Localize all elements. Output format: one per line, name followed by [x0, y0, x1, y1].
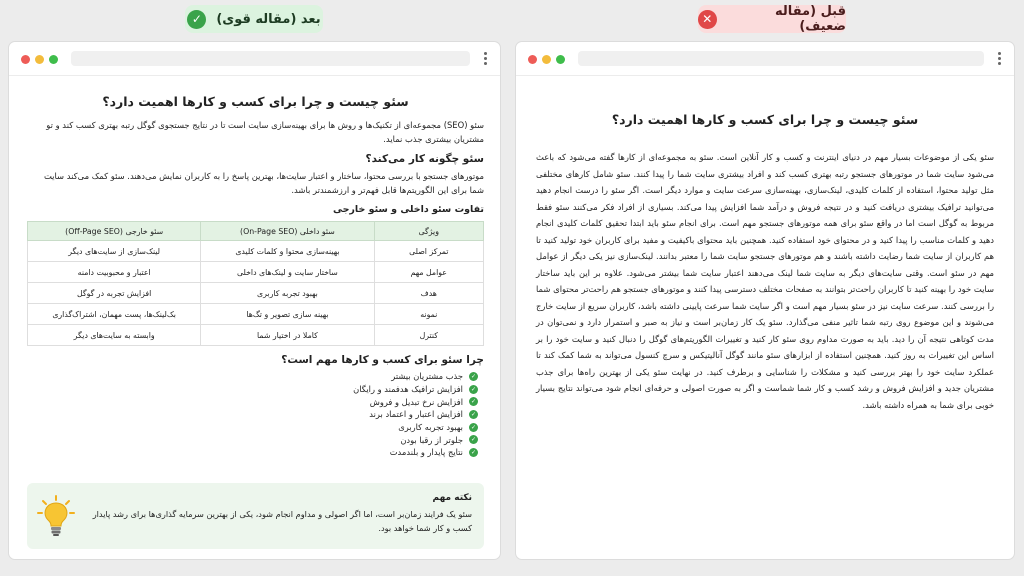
table-row — [28, 262, 484, 283]
table-cell: بهبود تجربه کاربری — [201, 283, 374, 304]
close-window-button[interactable] — [21, 55, 30, 64]
table-header: سئو داخلی (On-Page SEO) — [201, 222, 374, 241]
list-item-label: بهبود تجربه کاربری — [398, 422, 463, 433]
list-item — [27, 421, 478, 434]
after-badge — [185, 5, 323, 33]
how-paragraph: موتورهای جستجو با بررسی محتوا، ساختار و اعتبار سایت‌ها، بهترین پاسخ را به کاربران نمایش می‌دهند. سئو کمک می‌کند سایت شما برای این الگوریتم‌ها قابل فهم‌تر و ارزشمندتر باشد. — [43, 171, 484, 195]
comparison-table — [27, 221, 484, 346]
x-circle-icon: ✕ — [698, 10, 717, 29]
before-badge-label: قبل (مقاله ضعیف) — [775, 4, 846, 34]
list-item — [27, 370, 478, 383]
article-title: سئو چیست و چرا برای کسب و کارها اهمیت دارد؟ — [611, 112, 919, 127]
table-cell: هدف — [374, 283, 483, 304]
close-window-button[interactable] — [528, 55, 537, 64]
address-bar[interactable] — [71, 51, 470, 66]
tip-title: نکته مهم — [432, 493, 472, 503]
table-row — [28, 241, 484, 262]
check-circle-icon: ✓ — [470, 423, 477, 431]
check-circle-icon: ✓ — [470, 448, 477, 456]
table-cell: تمرکز اصلی — [374, 241, 483, 262]
table-cell: اعتبار و محبوبیت دامنه — [28, 262, 201, 283]
list-item — [27, 395, 478, 408]
more-options-icon[interactable] — [998, 52, 1002, 65]
browser-titlebar — [9, 42, 500, 76]
check-circle-icon: ✓ — [470, 385, 477, 393]
strong-article-window — [8, 41, 501, 560]
article-body: سئو یکی از موضوعات بسیار مهم در دنیای اینترنت و کسب و کار آنلاین است. سئو به مجموعه‌ای از کارها گفته می‌شود که باعث می‌شود سایت شما در موتورهای جستجو رتبه بهتری کسب کند و افراد بیشتری سایت شما را پیدا کنند. سئو شامل کارهای مختلفی مثل تولید محتوا، استفاده از کلمات کلیدی، لینک‌سازی، بهینه‌سازی سرعت سایت و موارد دیگر است. اگر سئو را درست انجام دهید می‌توانید ترافیک بیشتری دریافت کنید و در نتیجه فروش و درآمد شما افزایش پیدا می‌کند. بسیاری از افراد فکر می‌کنند سئو فقط مربوط به گوگل است اما در واقع سئو برای همه موتورهای جستجو مهم است. برای انجام سئو باید ابتدا تحقیق کلمات کلیدی انجام دهید و کلمات مناسب را پیدا کنید و در محتوای خود استفاده کنید. همچنین باید محتوای باکیفیت و مفید برای کاربران خود تولید کنید تا هم کاربران از سایت شما رضایت داشته باشند و هم موتورهای جستجو سایت شما را معتبر بدانند. لینک‌سازی نیز یکی دیگر از عوامل مهم در سئو است. وقتی سایت‌های دیگر به سایت شما لینک می‌دهند اعتبار سایت شما بیشتر می‌شود. علاوه بر این باید ساختار سایت خود را بهینه کنید تا کاربران راحت‌تر بتوانند به صفحات مختلف دسترسی پیدا کنند و موتورهای جستجو هم راحت‌تر محتوای شما را بررسی کنند. سرعت سایت نیز در سئو بسیار مهم است و اگر سایت شما سرعت پایینی داشته باشد، کاربران سریع از سایت خارج می‌شوند و این موضوع روی رتبه شما تاثیر منفی می‌گذارد. سئو یک کار زمان‌بر است و نیاز به صبر و استمرار دارد و نمی‌توان در مدت کوتاهی نتیجه آن را دید. باید به صورت مداوم روی سئو کار کنید و تغییرات الگوریتم‌های گوگل را دنبال کنید و سایت خود را بر اساس این تغییرات به روز کنید. همچنین استفاده از ابزارهای سئو مانند گوگل آنالیتیکس و سرچ کنسول می‌تواند به شما کمک کند تا عملکرد سایت خود را بهتر بررسی کنید و مشکلات را شناسایی و برطرف کنید. در نهایت سئو یکی از بهترین راه‌ها برای جذب مشتریان جدید و افزایش فروش و رشد کسب و کار شما شماست و اگر به صورت اصولی و حرفه‌ای انجام شود می‌تواند نتایج بسیار خوبی برای شما به همراه داشته باشد. — [536, 152, 994, 410]
list-item-label: افزایش نرخ تبدیل و فروش — [369, 396, 463, 407]
table-cell: لینک‌سازی از سایت‌های دیگر — [28, 241, 201, 262]
maximize-window-button[interactable] — [49, 55, 58, 64]
list-item — [27, 433, 478, 446]
minimize-window-button[interactable] — [542, 55, 551, 64]
list-item — [27, 383, 478, 396]
article-title: سئو چیست و چرا برای کسب و کارها اهمیت دارد؟ — [102, 94, 409, 109]
tip-text: سئو یک فرایند زمان‌بر است، اما اگر اصولی و مداوم انجام شود، یکی از بهترین سرمایه گذاری‌ها برای رشد پایدار کسب و کار شما خواهد بود. — [92, 509, 472, 533]
table-cell: بهینه‌سازی محتوا و کلمات کلیدی — [201, 241, 374, 262]
list-item-label: افزایش اعتبار و اعتماد برند — [369, 409, 463, 420]
browser-titlebar — [516, 42, 1014, 76]
table-row — [28, 304, 484, 325]
strong-article — [27, 94, 484, 467]
after-badge-label: بعد (مقاله قوی) — [216, 11, 321, 27]
minimize-window-button[interactable] — [35, 55, 44, 64]
table-cell: ساختار سایت و لینک‌های داخلی — [201, 262, 374, 283]
check-circle-icon: ✓ — [470, 372, 477, 380]
list-item-label: جلوتر از رقبا بودن — [400, 434, 463, 445]
table-cell: کنترل — [374, 325, 483, 346]
list-item — [27, 446, 478, 459]
table-cell: کاملا در اختیار شما — [201, 325, 374, 346]
table-header-row — [28, 222, 484, 241]
list-item — [27, 408, 478, 421]
check-circle-icon: ✓ — [470, 398, 477, 406]
table-cell: نمونه — [374, 304, 483, 325]
table-cell: بهینه سازی تصویر و تگ‌ها — [201, 304, 374, 325]
table-row — [28, 283, 484, 304]
maximize-window-button[interactable] — [556, 55, 565, 64]
weak-article — [536, 112, 994, 413]
list-item-label: افزایش ترافیک هدفمند و رایگان — [353, 384, 463, 395]
window-controls — [528, 55, 565, 64]
check-circle-icon: ✓ — [470, 436, 477, 444]
before-badge — [698, 5, 846, 33]
tip-box — [27, 483, 484, 549]
how-heading: سئو چگونه کار می‌کند؟ — [365, 153, 484, 165]
table-cell: بک‌لینک‌ها، پست مهمان، اشتراک‌گذاری — [28, 304, 201, 325]
why-heading: چرا سئو برای کسب و کارها مهم است؟ — [281, 354, 484, 366]
weak-article-window — [515, 41, 1015, 560]
article-intro: سئو (SEO) مجموعه‌ای از تکنیک‌ها و روش ها برای بهینه‌سازی سایت است تا در نتایج جستجوی گوگل رتبه بهتری کسب کند و تو مشتریان بیشتری جذب نماید. — [46, 120, 484, 144]
table-cell: وابسته به سایت‌های دیگر — [28, 325, 201, 346]
check-circle-icon: ✓ — [187, 10, 206, 29]
table-cell: عوامل مهم — [374, 262, 483, 283]
benefits-list — [27, 370, 484, 459]
check-circle-icon: ✓ — [470, 410, 477, 418]
more-options-icon[interactable] — [484, 52, 488, 65]
address-bar[interactable] — [578, 51, 984, 66]
diff-heading: تفاوت سئو داخلی و سئو خارجی — [332, 204, 484, 215]
table-header: سئو خارجی (Off-Page SEO) — [28, 222, 201, 241]
window-controls — [21, 55, 58, 64]
list-item-label: نتایج پایدار و بلندمدت — [389, 447, 463, 458]
table-cell: افزایش تجربه در گوگل — [28, 283, 201, 304]
table-header: ویژگی — [374, 222, 483, 241]
table-row — [28, 325, 484, 346]
lightbulb-icon — [37, 495, 75, 537]
list-item-label: جذب مشتریان بیشتر — [391, 371, 463, 382]
